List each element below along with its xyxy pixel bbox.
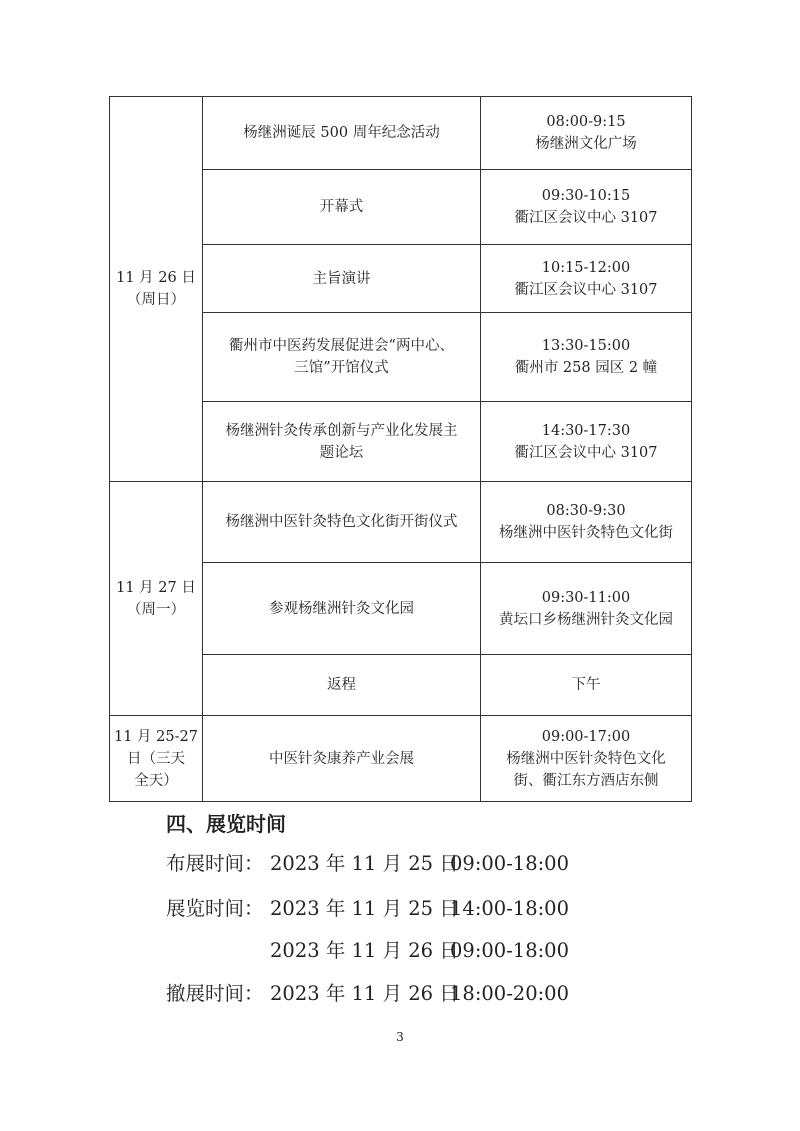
table-row — [110, 97, 692, 170]
time-place-line: 08:30-9:30 — [546, 503, 626, 519]
time-place-cell — [481, 313, 692, 402]
date-line: 全天） — [134, 772, 178, 789]
table-row — [110, 482, 692, 563]
exhibition-time: 18:00-20:00 — [450, 982, 569, 1005]
time-place-cell — [481, 563, 692, 655]
date-cell — [110, 716, 203, 802]
event-name-cell — [203, 170, 481, 245]
time-place-line: 衢州市 258 园区 2 幢 — [514, 360, 658, 376]
time-place-line: 13:30-15:00 — [541, 338, 631, 354]
time-place-line: 杨继洲文化广场 — [535, 136, 637, 152]
event-name-line: 主旨演讲 — [312, 270, 371, 287]
event-name-cell — [203, 313, 481, 402]
table-row — [110, 716, 692, 802]
event-name-line: 杨继洲诞辰 500 周年纪念活动 — [243, 125, 440, 141]
event-name-line: 返程 — [327, 677, 356, 693]
date-line: （周一） — [127, 601, 185, 618]
exhibition-date: 2023 年 11 月 25 日 — [270, 897, 459, 920]
time-place-cell — [481, 655, 692, 716]
event-name-cell — [203, 482, 481, 563]
time-place-cell — [481, 402, 692, 482]
event-name-cell — [203, 97, 481, 170]
time-place-line: 09:30-11:00 — [541, 589, 631, 606]
time-place-cell — [481, 97, 692, 170]
exhibition-time: 09:00-18:00 — [450, 939, 569, 962]
date-line: 日（三天 — [127, 750, 185, 767]
date-cell — [110, 482, 203, 716]
event-name-line: 杨继洲中医针灸特色文化街开街仪式 — [225, 514, 458, 530]
date-line: （周日） — [127, 292, 185, 308]
exhibition-row — [166, 893, 569, 921]
schedule-table — [109, 96, 692, 802]
exhibition-label: 展览时间： — [166, 897, 264, 920]
time-place-line: 衢江区会议中心 3107 — [514, 444, 658, 461]
event-name-cell — [203, 402, 481, 482]
date-line: 11 月 25-27 — [114, 728, 198, 745]
time-place-line: 杨继洲中医针灸特色文化 — [506, 750, 666, 767]
exhibition-date: 2023 年 11 月 25 日 — [270, 852, 459, 875]
event-name-cell — [203, 563, 481, 655]
exhibition-time: 09:00-18:00 — [450, 852, 569, 875]
event-name-line: 开幕式 — [319, 199, 364, 215]
date-cell — [110, 97, 203, 482]
event-name-cell — [203, 716, 481, 802]
time-place-cell — [481, 245, 692, 313]
time-place-cell — [481, 716, 692, 802]
exhibition-row — [166, 935, 569, 963]
exhibition-row — [166, 978, 569, 1006]
event-name-line: 三馆”开馆仪式 — [294, 360, 389, 376]
time-place-cell — [481, 170, 692, 245]
time-place-line: 14:30-17:30 — [541, 422, 631, 439]
exhibition-date: 2023 年 11 月 26 日 — [270, 939, 459, 962]
event-name-line: 参观杨继洲针灸文化园 — [269, 600, 414, 617]
exhibition-time: 14:00-18:00 — [450, 897, 569, 920]
page-number: 3 — [396, 1030, 404, 1044]
time-place-line: 10:15-12:00 — [541, 259, 631, 276]
time-place-line: 杨继洲中医针灸特色文化街 — [499, 525, 673, 541]
time-place-line: 09:00-17:00 — [541, 728, 631, 745]
section-title: 四、展览时间 — [166, 812, 286, 836]
time-place-line: 衢江区会议中心 3107 — [514, 281, 658, 298]
time-place-cell — [481, 482, 692, 563]
event-name-line: 杨继洲针灸传承创新与产业化发展主 — [225, 422, 458, 439]
time-place-line: 街、衢江东方酒店东侧 — [513, 772, 659, 789]
time-place-line: 黄坛口乡杨继洲针灸文化园 — [499, 611, 673, 628]
event-name-cell — [203, 245, 481, 313]
time-place-line: 08:00-9:15 — [546, 114, 626, 130]
time-place-line: 衢江区会议中心 3107 — [514, 210, 658, 226]
exhibition-label: 撤展时间： — [166, 982, 264, 1005]
event-name-cell — [203, 655, 481, 716]
time-place-line: 09:30-10:15 — [541, 188, 631, 204]
date-line: 11 月 26 日 — [116, 270, 196, 286]
time-place-line: 下午 — [571, 677, 601, 693]
event-name-line: 题论坛 — [319, 444, 364, 461]
exhibition-label: 布展时间： — [166, 852, 264, 875]
exhibition-row — [166, 848, 569, 876]
event-name-line: 中医针灸康养产业会展 — [269, 750, 414, 767]
event-name-line: 衢州市中医药发展促进会“两中心、 — [229, 338, 454, 354]
date-line: 11 月 27 日 — [116, 579, 196, 596]
exhibition-date: 2023 年 11 月 26 日 — [270, 982, 459, 1005]
